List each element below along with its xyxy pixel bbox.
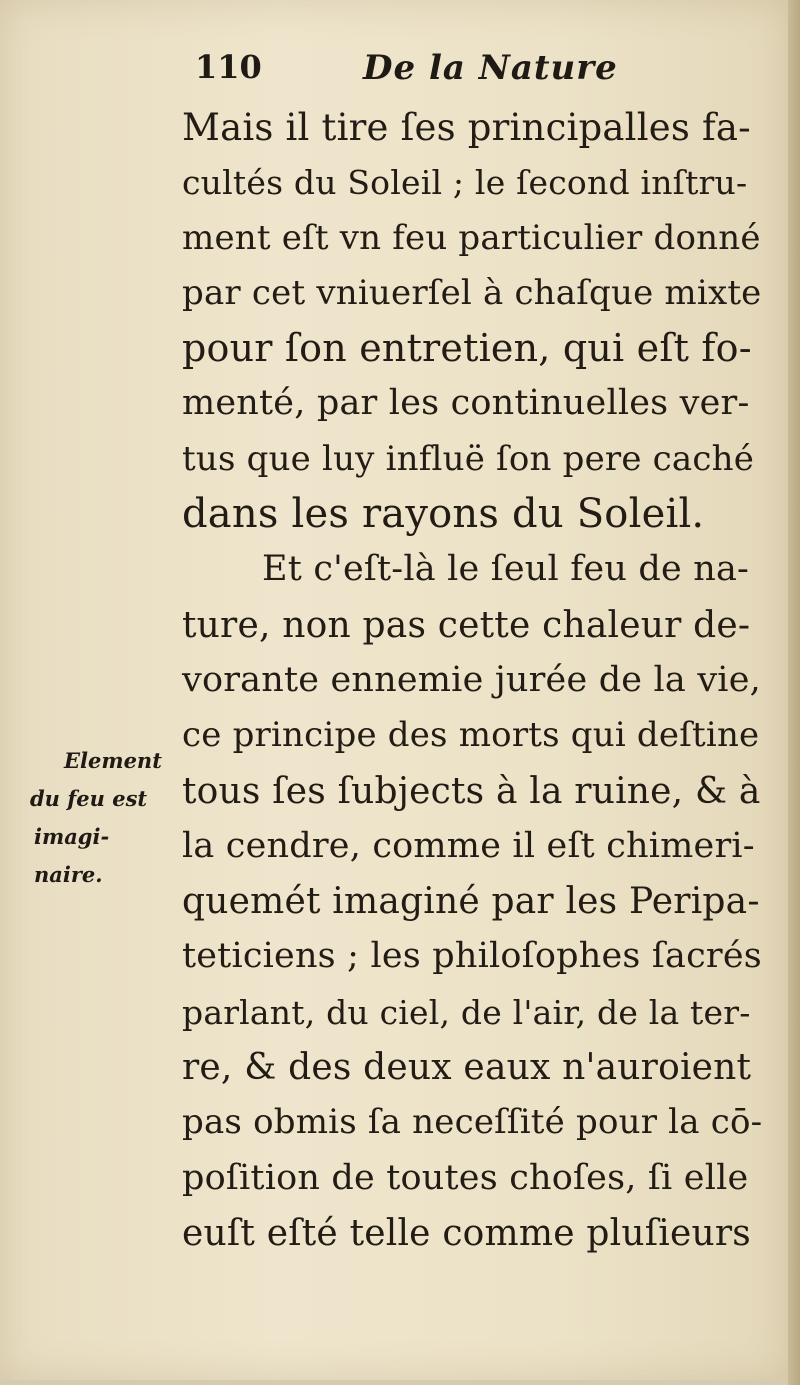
- text-line: tus que luy influë ſon pere caché: [182, 438, 755, 479]
- marginal-note-line: imagi-: [34, 824, 110, 849]
- text-line: la cendre, comme il eſt chimeri-: [182, 825, 755, 866]
- text-line-paragraph-start: Et c'eſt-là le ſeul feu de na-: [262, 549, 750, 590]
- running-title: De la Nature: [363, 48, 618, 88]
- text-line: ment eſt vn feu particulier donné: [182, 217, 761, 258]
- text-line: tous ſes ſubjects à la ruine, & à: [182, 770, 761, 812]
- marginal-note: [20, 742, 185, 894]
- body-text: [182, 100, 762, 1261]
- text-line: ce principe des morts qui deſtine: [182, 715, 760, 756]
- text-line: menté, par les continuelles ver-: [182, 383, 750, 424]
- page-edge: [788, 0, 800, 1385]
- text-line: re, & des deux eaux n'auroient: [182, 1047, 752, 1089]
- text-line: parlant, du ciel, de l'air, de la ter-: [182, 992, 751, 1032]
- text-line: euſt eſté telle comme pluſieurs: [182, 1212, 751, 1254]
- text-line: pour ſon entretien, qui eſt fo-: [182, 326, 752, 371]
- text-line: Mais il tire ſes principalles fa-: [182, 106, 751, 149]
- text-line: vorante ennemie jurée de la vie,: [182, 659, 761, 700]
- marginal-note-line: naire.: [34, 862, 103, 887]
- text-line: ture, non pas cette chaleur de-: [182, 604, 751, 646]
- text-line: par cet vniuerſel à chaſque mixte: [182, 272, 762, 313]
- text-line: poſition de toutes choſes, ſi elle: [182, 1157, 749, 1198]
- text-line: teticiens ; les philoſophes ſacrés: [182, 936, 762, 977]
- running-head: [195, 48, 755, 108]
- text-line: quemét imaginé par les Peripa-: [182, 881, 760, 923]
- text-line: pas obmis ſa neceſſité pour la cō-: [182, 1102, 763, 1143]
- marginal-note-line: du feu est: [30, 786, 148, 811]
- marginal-note-line: Element: [64, 748, 162, 773]
- text-line: dans les rayons du Soleil.: [182, 491, 705, 538]
- page-number: 110: [195, 48, 262, 86]
- text-line: cultés du Soleil ; le ſecond inſtru-: [182, 163, 748, 203]
